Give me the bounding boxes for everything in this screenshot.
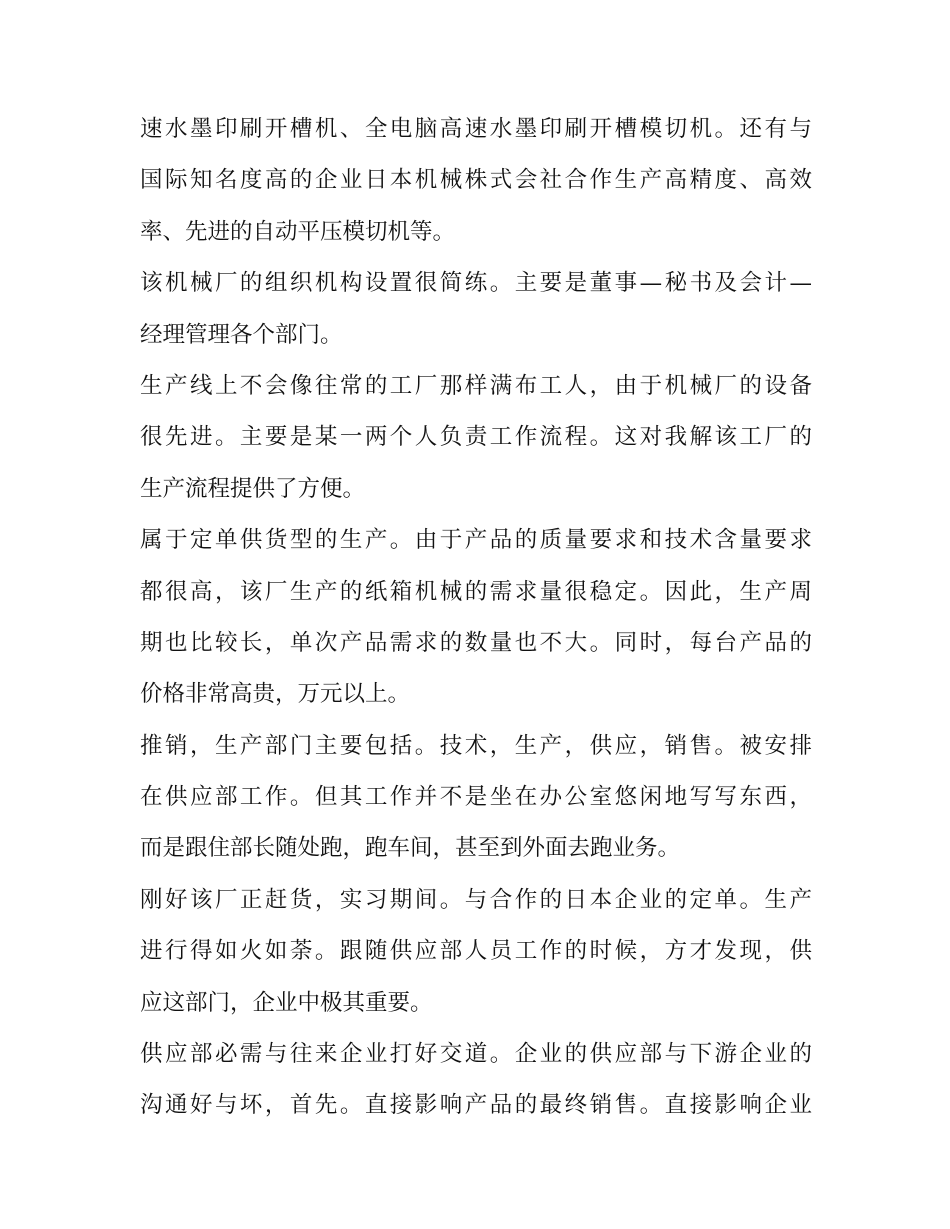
text-line: 在供应部工作。但其工作并不是坐在办公室悠闲地写写东西，	[140, 784, 812, 811]
text-line: 沟通好与坏，首先。直接影响产品的最终销售。直接影响企业	[140, 1092, 812, 1119]
text-line: 推销，生产部门主要包括。技术，生产，供应，销售。被安排	[140, 732, 812, 759]
paragraph	[140, 515, 812, 721]
paragraph	[140, 361, 812, 515]
text-line: 很先进。主要是某一两个人负责工作流程。这对我解该工厂的	[140, 424, 812, 451]
paragraph	[140, 104, 812, 258]
text-line: 生产线上不会像往常的工厂那样满布工人，由于机械厂的设备	[140, 372, 812, 399]
text-line: 生产流程提供了方便。	[140, 475, 366, 502]
paragraph	[140, 1029, 812, 1132]
text-line: 国际知名度高的企业日本机械株式会社合作生产高精度、高效	[140, 167, 812, 194]
text-line: 属于定单供货型的生产。由于产品的质量要求和技术含量要求	[140, 527, 812, 554]
text-line: 经理管理各个部门。	[140, 321, 343, 348]
text-line: 都很高，该厂生产的纸箱机械的需求量很稳定。因此，生产周	[140, 578, 812, 605]
text-line: 期也比较长，单次产品需求的数量也不大。同时，每台产品的	[140, 629, 812, 656]
text-line: 速水墨印刷开槽机、全电脑高速水墨印刷开槽模切机。还有与	[140, 116, 812, 142]
paragraph	[140, 875, 812, 1029]
text-line: 价格非常高贵，万元以上。	[140, 681, 411, 708]
paragraph	[140, 258, 812, 361]
document-page	[140, 104, 812, 1132]
text-line: 应这部门，企业中极其重要。	[140, 989, 433, 1016]
text-line: 供应部必需与往来企业打好交道。企业的供应部与下游企业的	[140, 1041, 812, 1068]
paragraph	[140, 721, 812, 875]
text-line: 刚好该厂正赶货，实习期间。与合作的日本企业的定单。生产	[140, 886, 812, 913]
text-line: 率、先进的自动平压模切机等。	[140, 218, 456, 245]
text-line: 该机械厂的组织机构设置很简练。主要是董事—秘书及会计—	[140, 270, 812, 297]
text-line: 进行得如火如荼。跟随供应部人员工作的时候，方才发现，供	[140, 938, 812, 965]
text-line: 而是跟住部长随处跑，跑车间，甚至到外面去跑业务。	[140, 835, 681, 862]
